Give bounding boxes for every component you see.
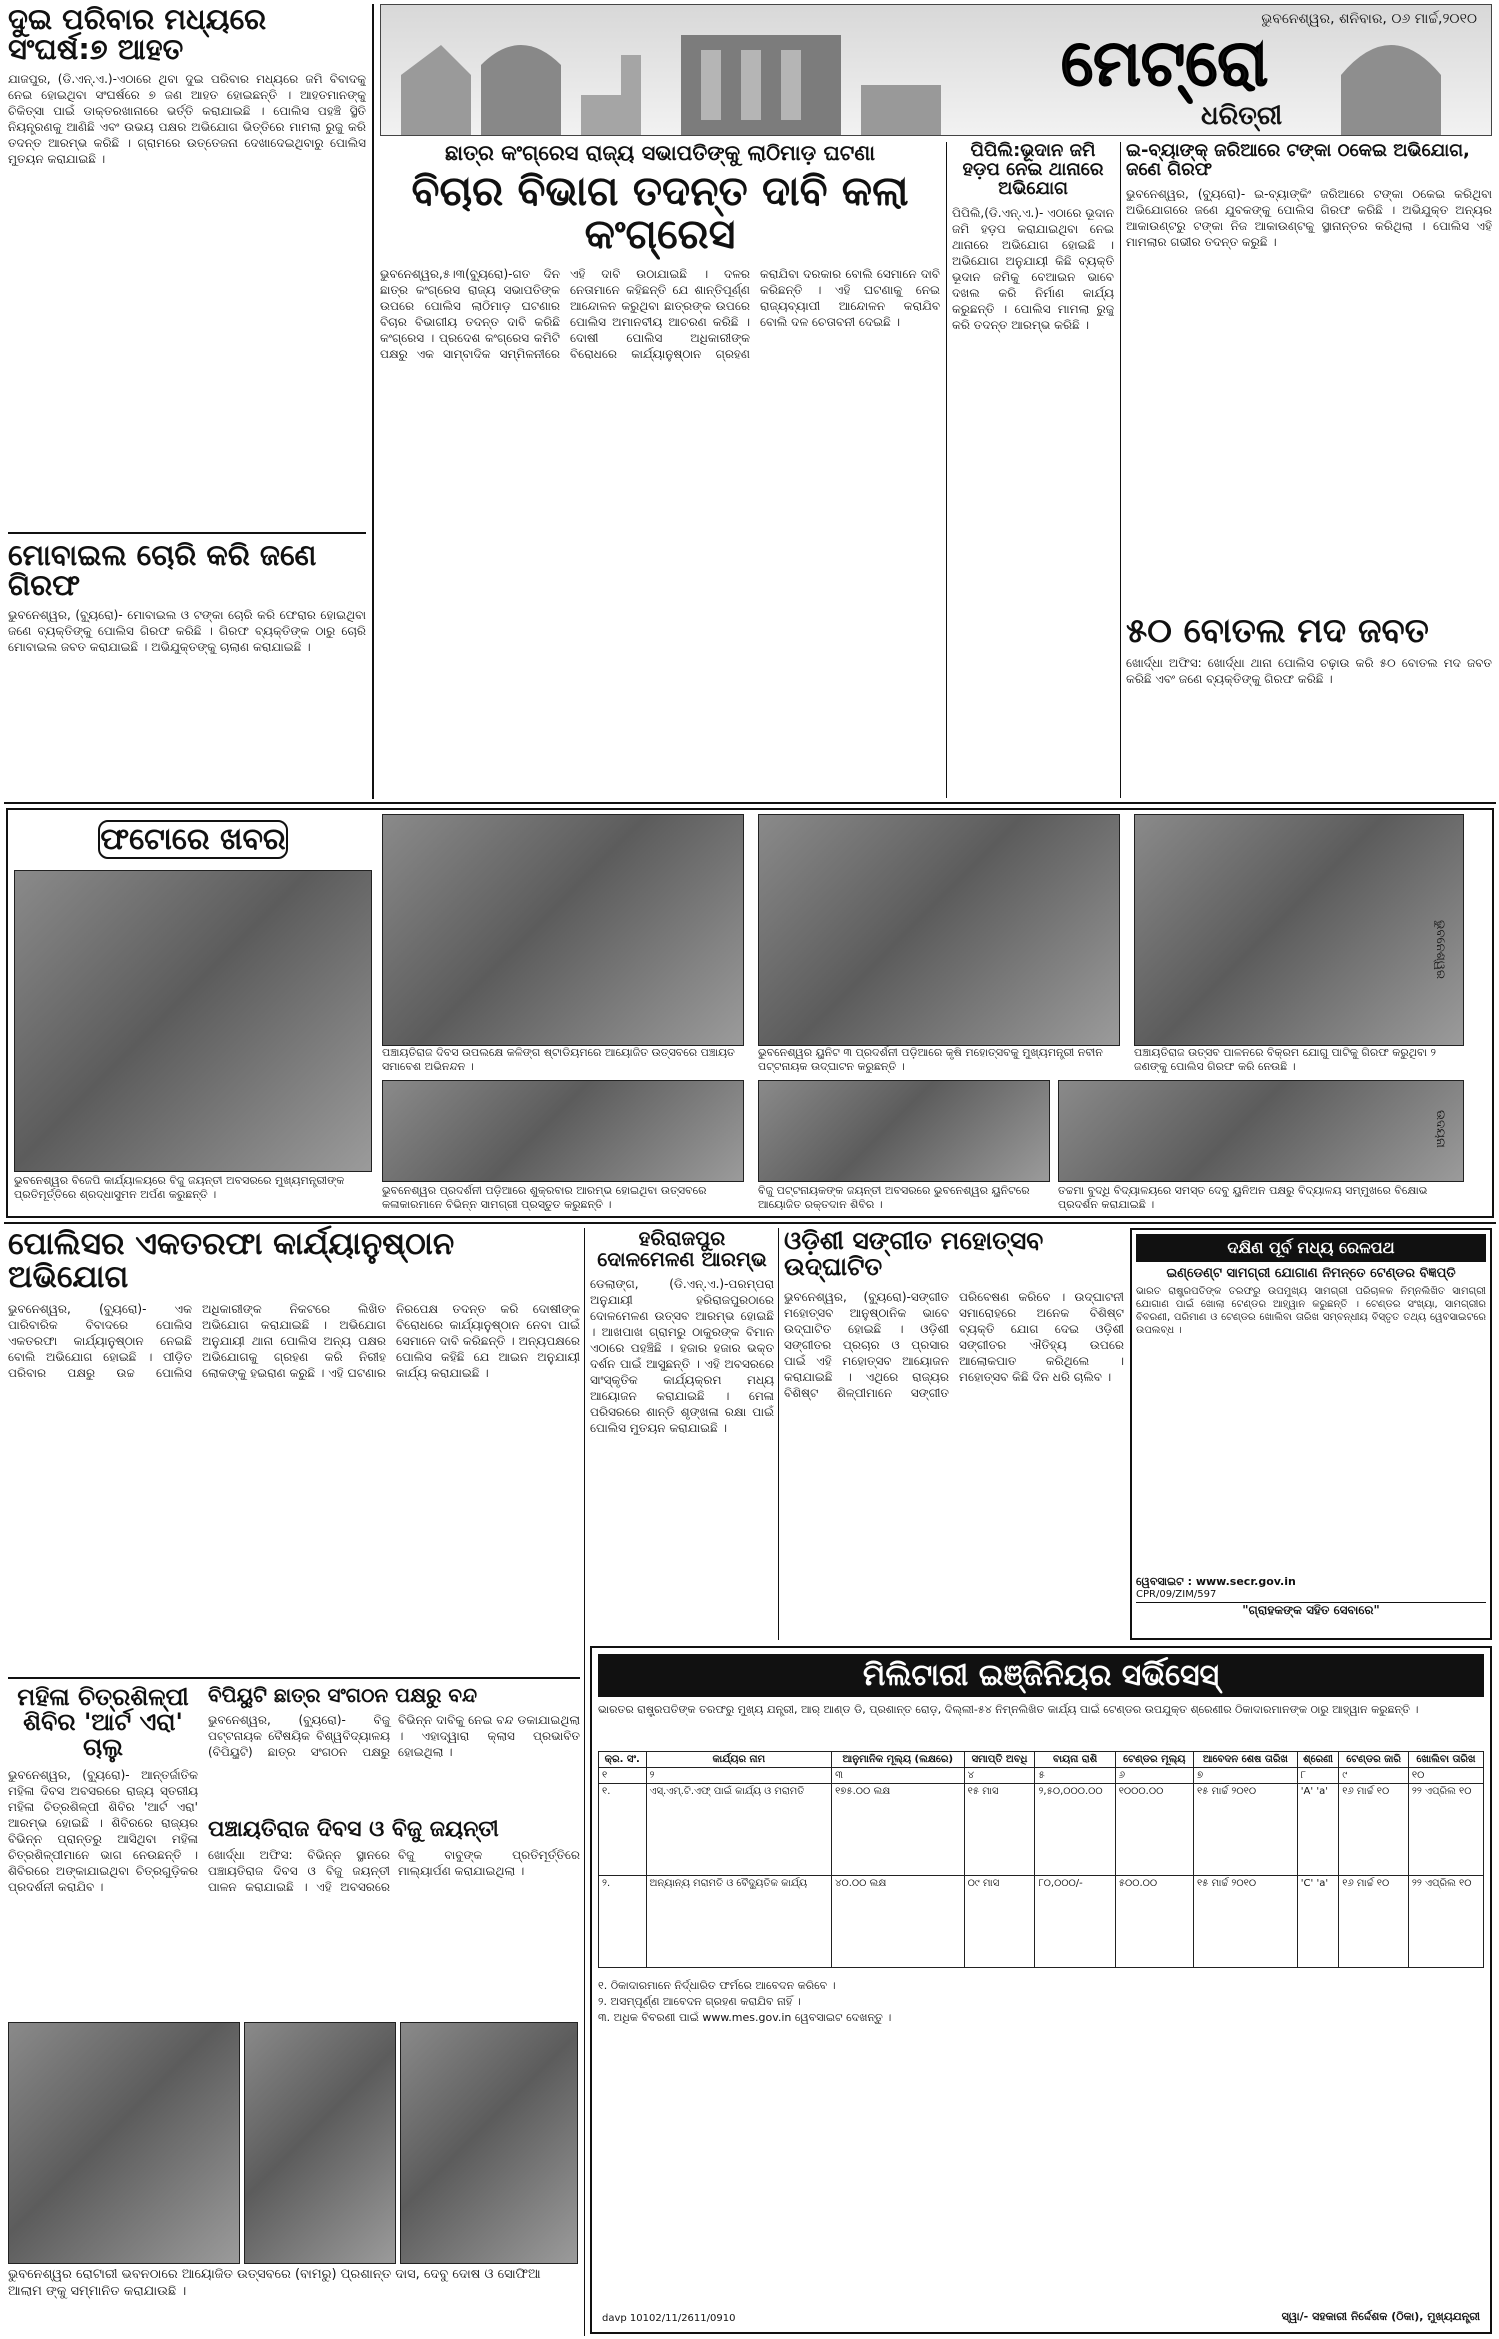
table-header: ସମାପ୍ତି ଅବଧି — [964, 1752, 1035, 1768]
story-body: ଭୁବନେଶ୍ୱର, (ବ୍ୟୁରୋ)- ଆନ୍ତର୍ଜାତିକ ମହିଳା ଦିବସ ଅବସରରେ ରାଜ୍ୟ ସ୍ତରୀୟ ମହିଳା ଚିତ୍ରଶିଳ୍ପୀ ଶିବିର 'ଆର୍ଟ ଏରା' ଆରମ୍ଭ ହୋଇଛି । ଶିବିରରେ ରାଜ୍ୟର ବିଭିନ୍ନ ପ୍ରାନ୍ତରୁ ଆସିଥିବା ମହିଳା ଚିତ୍ରଶିଳ୍ପୀମାନେ ଭାଗ ନେଉଛନ୍ତି । ଶିବିରରେ ଅଙ୍କାଯାଇଥିବା ଚିତ୍ରଗୁଡ଼ିକର ପ୍ରଦର୍ଶନୀ କରାଯିବ । — [8, 1767, 198, 1894]
story-headline: ୫୦ ବୋତଲ ମଦ ଜବତ — [1126, 610, 1429, 651]
story-body: ଡେଲାଙ୍ଗ, (ଡି.ଏନ୍.ଏ.)-ପରମ୍ପରା ଅନୁଯାୟୀ ହରିରାଜପୁରଠାରେ ଦୋଳମେଳଣ ଉତ୍ସବ ଆରମ୍ଭ ହୋଇଛି । ଆଖପାଖ ଗ୍ରାମରୁ ଠାକୁରଙ୍କ ବିମାନ ଏଠାରେ ପହଞ୍ଚିଛି । ହଜାର ହଜାର ଭକ୍ତ ଦର୍ଶନ ପାଇଁ ଆସୁଛନ୍ତି । ଏହି ଅବସରରେ ସାଂସ୍କୃତିକ କାର୍ଯ୍ୟକ୍ରମ ମଧ୍ୟ ଆୟୋଜନ କରାଯାଇଛି । ମେଳା ପରିସରରେ ଶାନ୍ତି ଶୃଙ୍ଖଳା ରକ୍ଷା ପାଇଁ ପୋଲିସ ମୁତୟନ କରାଯାଇଛି । — [590, 1277, 774, 1435]
congress-story — [380, 142, 940, 798]
photo — [758, 814, 1120, 1046]
story-body: ଯାଜପୁର, (ଡି.ଏନ୍.ଏ.)-ଏଠାରେ ଥିବା ଦୁଇ ପରିବାର ମଧ୍ୟରେ ଜମି ବିବାଦକୁ ନେଇ ହୋଇଥିବା ସଂଘର୍ଷରେ ୭ ଜଣ ଆହତ ହୋଇଛନ୍ତି । ଆହତମାନଙ୍କୁ ଚିକିତ୍ସା ପାଇଁ ଡାକ୍ତରଖାନାରେ ଭର୍ତ୍ତି କରାଯାଇଛି । ପୋଲିସ ପହଞ୍ଚି ସ୍ଥିତି ନିୟନ୍ତ୍ରଣକୁ ଆଣିଛି ଏବଂ ଉଭୟ ପକ୍ଷର ଅଭିଯୋଗ ଭିତ୍ତିରେ ମାମଲା ରୁଜୁ କରି ତଦନ୍ତ ଆରମ୍ଭ କରିଛି । ଗ୍ରାମରେ ଉତ୍ତେଜନା ଦେଖାଦେଇଥିବାରୁ ପୋଲିସ ମୁତୟନ କରାଯାଇଛି । — [8, 71, 366, 166]
photo-section-title: ଫଟୋରେ ଖବର — [98, 820, 288, 859]
bottom-left-column — [8, 1228, 580, 2018]
ad-title: ଦକ୍ଷିଣ ପୂର୍ବ ମଧ୍ୟ ରେଳପଥ — [1136, 1234, 1486, 1262]
table-cell: ୨,୫୦,୦୦୦.୦୦ — [1035, 1784, 1115, 1876]
table-cell: ୧ — [599, 1768, 647, 1784]
story-body: ଭୁବନେଶ୍ୱର, (ବ୍ୟୁରୋ)- ବିଜୁ ପଟ୍ଟନାୟକ ବୈଷୟିକ ବିଶ୍ୱବିଦ୍ୟାଳୟ (ବିପିୟୁଟି) ଛାତ୍ର ସଂଗଠନ ପକ୍ଷରୁ ବିଭିନ୍ନ ଦାବିକୁ ନେଇ ବନ୍ଦ ଡକାଯାଇଥିଲା । ଏହାଦ୍ୱାରା କ୍ଲାସ ପ୍ରଭାବିତ ହୋଇଥିଲା । — [208, 1713, 580, 1760]
story-headline: ବିପିୟୁଟି ଛାତ୍ର ସଂଗଠନ ପକ୍ଷରୁ ବନ୍ଦ — [208, 1683, 478, 1708]
top-left-column — [8, 4, 366, 799]
ebank-story — [1126, 142, 1492, 798]
photo-caption: ଭୁବନେଶ୍ୱର ବିଜେପି କାର୍ଯ୍ୟାଳୟରେ ବିଜୁ ଜୟନ୍ତୀ ଅବସରରେ ମୁଖ୍ୟମନ୍ତ୍ରୀଙ୍କ ପ୍ରତିମୂର୍ତ୍ତିରେ ଶ୍ରଦ୍ଧାସୁମନ ଅର୍ପଣ କରୁଛନ୍ତି । — [14, 1174, 345, 1201]
table-cell: ୧୭୫.୦୦ ଲକ୍ଷ — [832, 1784, 965, 1876]
table-cell: ୫ — [1035, 1768, 1115, 1784]
table-header: ଟେଣ୍ଡର ମୂଲ୍ୟ — [1115, 1752, 1193, 1768]
story-kicker: ଛାତ୍ର କଂଗ୍ରେସ ରାଜ୍ୟ ସଭାପତିଙ୍କୁ ଲାଠିମାଡ଼ ଘଟଣା — [444, 141, 876, 165]
table-cell: ୨୨ ଏପ୍ରିଲ ୧୦ — [1408, 1876, 1483, 1968]
table-cell: ୧୫ ମାସ — [964, 1784, 1035, 1876]
table-cell: ୯ — [1339, 1768, 1409, 1784]
mes-tender-ad — [590, 1646, 1492, 2334]
mes-note: ୧. ଠିକାଦାରମାନେ ନିର୍ଦ୍ଧାରିତ ଫର୍ମରେ ଆବେଦନ କରିବେ । — [598, 1979, 836, 1992]
table-cell: ୧୦୦୦.୦୦ — [1115, 1784, 1193, 1876]
story-headline: ଦୁଇ ପରିବାର ମଧ୍ୟରେ ସଂଘର୍ଷ:୭ ଆହତ — [8, 2, 267, 67]
story-headline: ପଞ୍ଚାୟତିରାଜ ଦିବସ ଓ ବିଜୁ ଜୟନ୍ତୀ — [208, 1817, 499, 1843]
table-header: କ୍ର. ସଂ. — [599, 1752, 647, 1768]
table-cell: ଅନ୍ୟାନ୍ୟ ମରାମତି ଓ ବୈଦ୍ୟୁତିକ କାର୍ଯ୍ୟ — [646, 1876, 832, 1968]
table-cell: ୮୦,୦୦୦/- — [1035, 1876, 1115, 1968]
story-body: ଭୁବନେଶ୍ୱର,୫।୩(ବ୍ୟୁରୋ)-ଗତ ଦିନ ଛାତ୍ର କଂଗ୍ରେସ ରାଜ୍ୟ ସଭାପତିଙ୍କ ଉପରେ ପୋଲିସ ଲାଠିମାଡ଼ ଘଟଣାର ବିଚାର ବିଭାଗୀୟ ତଦନ୍ତ ଦାବି କରିଛି କଂଗ୍ରେସ । ପ୍ରଦେଶ କଂଗ୍ରେସ କମିଟି ପକ୍ଷରୁ ଏକ ସାମ୍ବାଦିକ ସମ୍ମିଳନୀରେ ଏହି ଦାବି ଉଠାଯାଇଛି । ଦଳର ନେତାମାନେ କହିଛନ୍ତି ଯେ ଶାନ୍ତିପୂର୍ଣ୍ଣ ଆନ୍ଦୋଳନ କରୁଥିବା ଛାତ୍ରଙ୍କ ଉପରେ ପୋଲିସ ଅମାନବୀୟ ଆଚରଣ କରିଛି । ଦୋଷୀ ପୋଲିସ ଅଧିକାରୀଙ୍କ ବିରୋଧରେ କାର୍ଯ୍ୟାନୁଷ୍ଠାନ ଗ୍ରହଣ କରାଯିବା ଦରକାର ବୋଲି ସେମାନେ ଦାବି କରିଛନ୍ତି । ଏହି ଘଟଣାକୁ ନେଇ ରାଜ୍ୟବ୍ୟାପୀ ଆନ୍ଦୋଳନ କରାଯିବ ବୋଲି ଦଳ ଚେତାବନୀ ଦେଇଛି । — [380, 267, 940, 362]
photo — [382, 1080, 744, 1182]
ad-tagline: "ଗ୍ରାହକଙ୍କ ସହିତ ସେବାରେ" — [1136, 1602, 1486, 1618]
photo — [14, 870, 372, 1172]
story-headline: ମୋବାଇଲ ଚୋରି କରି ଜଣେ ଗିରଫ — [8, 537, 317, 603]
odissi-story — [784, 1228, 1124, 1640]
story-body: ଭୁବନେଶ୍ୱର, (ବ୍ୟୁରୋ)-ସଙ୍ଗୀତ ମହୋତ୍ସବ ଆନୁଷ୍ଠାନିକ ଭାବେ ଉଦ୍‌ଘାଟିତ ହୋଇଛି । ଓଡ଼ିଶୀ ସଙ୍ଗୀତର ପ୍ରଚାର ଓ ପ୍ରସାର ପାଇଁ ଏହି ମହୋତ୍ସବ ଆୟୋଜନ କରାଯାଇଛି । ଏଥିରେ ରାଜ୍ୟର ବିଶିଷ୍ଟ ଶିଳ୍ପୀମାନେ ସଙ୍ଗୀତ ପରିବେଷଣ କରିବେ । ଉଦ୍‌ଘାଟନୀ ସମାରୋହରେ ଅନେକ ବିଶିଷ୍ଟ ବ୍ୟକ୍ତି ଯୋଗ ଦେଇ ଓଡ଼ିଶୀ ସଙ୍ଗୀତର ଐତିହ୍ୟ ଉପରେ ଆଲୋକପାତ କରିଥିଲେ । ମହୋତ୍ସବ କିଛି ଦିନ ଧରି ଚାଲିବ । — [784, 1289, 1124, 1400]
story-headline: ପିପିଲି:ଭୂଦାନ ଜମି ହଡ଼ପ ନେଇ ଥାନାରେ ଅଭିଯୋଗ — [962, 140, 1104, 199]
photo-caption: ତଚ୍ଚମା ବୁଦ୍ଧି ବିଦ୍ୟାଳୟରେ ସମସ୍ତ ଦେବୁ ୟୁନିଅନ ପକ୍ଷରୁ ବିଦ୍ୟାଳୟ ସମ୍ମୁଖରେ ବିକ୍ଷୋଭ ପ୍ରଦର୍ଶନ କରାଯାଇଛି । — [1058, 1184, 1428, 1211]
davp-code: davp 10102/11/2611/0910 — [602, 2313, 736, 2324]
photo-caption: ଭୁବନେଶ୍ୱର ରୋଟାରୀ ଭବନଠାରେ ଆୟୋଜିତ ଉତ୍ସବରେ (ବାମରୁ) ପ୍ରଶାନ୍ତ ଦାସ, ଦେବୁ ଦୋଷ ଓ ସୋଫିଆ ଆଲାମ ଙ୍କୁ ସମ୍ମାନିତ କରାଯାଉଛି । — [8, 2267, 541, 2299]
story-headline: ଓଡ଼ିଶୀ ସଙ୍ଗୀତ ମହୋତ୍ସବ ଉଦ୍‌ଘାଟିତ — [784, 1226, 1044, 1282]
table-header: ଆବେଦନ ଶେଷ ତାରିଖ — [1193, 1752, 1297, 1768]
table-row — [599, 1876, 1484, 1968]
table-cell: ୦୯ ମାସ — [964, 1876, 1035, 1968]
story-headline: ମହିଳା ଚିତ୍ରଶିଳ୍ପୀ ଶିବିର 'ଆର୍ଟ ଏରା' ଚାଲୁ — [17, 1683, 189, 1762]
table-cell: ୧୬ ମାର୍ଚ୍ଚ ୧୦ — [1339, 1784, 1409, 1876]
photo — [758, 1080, 1050, 1182]
story-body: ଖୋର୍ଦ୍ଧା ଅଫିସ: ଖୋର୍ଦ୍ଧା ଥାନା ପୋଲିସ ଚଢ଼ାଉ କରି ୫୦ ବୋତଲ ମଦ ଜବତ କରିଛି ଏବଂ ଜଣେ ବ୍ୟକ୍ତିଙ୍କୁ ଗିରଫ କରିଛି । — [1126, 656, 1492, 687]
story-headline: ପୋଲିସର ଏକତରଫା କାର୍ଯ୍ୟାନୁଷ୍ଠାନ ଅଭିଯୋଗ — [8, 1226, 455, 1295]
photo-caption: ଭୁବନେଶ୍ୱର ୟୁନିଟ ୩ ପ୍ରଦର୍ଶନୀ ପଡ଼ିଆରେ କୃଷି ମହୋତ୍ସବକୁ ମୁଖ୍ୟମନ୍ତ୍ରୀ ନବୀନ ପଟ୍ଟନାୟକ ଉଦ୍‌ଘାଟନ କରୁଛନ୍ତି । — [758, 1046, 1103, 1073]
photo-caption: ଭୁବନେଶ୍ୱର ପ୍ରଦର୍ଶନୀ ପଡ଼ିଆରେ ଶୁକ୍ରବାର ଆରମ୍ଭ ହୋଇଥିବା ଉତ୍ସବରେ କଳାକାରମାନେ ବିଭିନ୍ନ ସାମଗ୍ରୀ ପ୍ରସ୍ତୁତ କରୁଛନ୍ତି । — [382, 1184, 707, 1211]
table-header: ଆନୁମାନିକ ମୂଲ୍ୟ (ଲକ୍ଷରେ) — [832, 1752, 965, 1768]
table-row — [599, 1784, 1484, 1876]
table-cell: ଏସ୍.ଏମ୍.ଟି.ଏଫ୍ ପାଇଁ କାର୍ଯ୍ୟ ଓ ମରାମତି — [646, 1784, 832, 1876]
photo — [382, 814, 744, 1046]
ad-ref: CPR/09/ZIM/597 — [1136, 1589, 1217, 1600]
harirajpur-story — [590, 1228, 774, 1640]
table-header: ବାୟନା ରାଶି — [1035, 1752, 1115, 1768]
table-cell: ୧. — [599, 1784, 647, 1876]
photo-news-section — [6, 808, 1494, 1218]
table-cell: ୧୫ ମାର୍ଚ୍ଚ ୨୦୧୦ — [1193, 1784, 1297, 1876]
masthead-title: ମେଟ୍ରୋ — [1061, 27, 1269, 101]
story-headline: ଇ-ବ୍ୟାଙ୍କ୍ ଜରିଆରେ ଟଙ୍କା ଠକେଇ ଅଭିଯୋଗ, ଜଣେ ଗିରଫ — [1126, 140, 1470, 180]
table-cell: ୪ — [964, 1768, 1035, 1784]
mes-signature: ସ୍ୱା/- ସହକାରୀ ନିର୍ଦ୍ଦେଶକ (ଠିକା), ମୁଖ୍ୟଯନ୍ତ୍ରୀ — [1281, 2310, 1480, 2323]
photo-caption: ପଞ୍ଚାୟତିରାଜ ଦିବସ ଉପଲକ୍ଷେ କଳିଙ୍ଗ ଷ୍ଟାଡିୟମରେ ଆୟୋଜିତ ଉତ୍ସବରେ ପଞ୍ଚାୟତ ସମାବେଶ ଅଭିନନ୍ଦନ । — [382, 1046, 735, 1073]
table-cell: ୨ — [646, 1768, 832, 1784]
ad-subtitle: ଇଣ୍ଡେଣ୍ଟ ସାମଗ୍ରୀ ଯୋଗାଣ ନିମନ୍ତେ ଟେଣ୍ଡର ବିଜ୍ଞପ୍ତି — [1166, 1266, 1456, 1281]
story-body: ଭୁବନେଶ୍ୱର, (ବ୍ୟୁରୋ)- ଏକ ପାରିବାରିକ ବିବାଦରେ ପୋଲିସ ଏକତରଫା କାର୍ଯ୍ୟାନୁଷ୍ଠାନ ନେଇଛି ବୋଲି ଅଭିଯୋଗ ହୋଇଛି । ପୀଡ଼ିତ ପରିବାର ପକ୍ଷରୁ ଉଚ୍ଚ ପୋଲିସ ଅଧିକାରୀଙ୍କ ନିକଟରେ ଲିଖିତ ଅଭିଯୋଗ କରାଯାଇଛି । ଅଭିଯୋଗ ଅନୁଯାୟୀ ଥାନା ପୋଲିସ ଅନ୍ୟ ପକ୍ଷର ଅଭିଯୋଗକୁ ଗ୍ରହଣ କରି ନିରୀହ ଲୋକଙ୍କୁ ହଇରାଣ କରୁଛି । ଏହି ଘଟଣାର ନିରପେକ୍ଷ ତଦନ୍ତ କରି ଦୋଷୀଙ୍କ ବିରୋଧରେ କାର୍ଯ୍ୟାନୁଷ୍ଠାନ ନେବା ପାଇଁ ସେମାନେ ଦାବି କରିଛନ୍ତି । ଅନ୍ୟପକ୍ଷରେ ପୋଲିସ କହିଛି ଯେ ଆଇନ ଅନୁଯାୟୀ କାର୍ଯ୍ୟ କରାଯାଇଛି । — [8, 1302, 580, 1381]
dateline: ଭୁବନେଶ୍ୱର, ଶନିବାର, ୦୬ ମାର୍ଚ୍ଚ,୨୦୧୦ — [1261, 11, 1477, 27]
table-cell: 'A' 'a' — [1297, 1784, 1338, 1876]
mes-table — [598, 1751, 1484, 1968]
table-header: ଖୋଲିବା ତାରିଖ — [1408, 1752, 1483, 1768]
table-header: ଶ୍ରେଣୀ — [1297, 1752, 1338, 1768]
table-cell: ୮ — [1297, 1768, 1338, 1784]
story-body: ଭୁବନେଶ୍ୱର, (ବ୍ୟୁରୋ)- ଇ-ବ୍ୟାଙ୍କିଂ ଜରିଆରେ ଟଙ୍କା ଠକେଇ କରିଥିବା ଅଭିଯୋଗରେ ଜଣେ ଯୁବକଙ୍କୁ ପୋଲିସ ଗିରଫ କରିଛି । ଅଭିଯୁକ୍ତ ଅନ୍ୟର ଆକାଉଣ୍ଟରୁ ଟଙ୍କା ନିଜ ଆକାଉଣ୍ଟକୁ ସ୍ଥାନାନ୍ତର କରିଥିଲା । ପୋଲିସ ଏହି ମାମଲାର ଗଭୀର ତଦନ୍ତ କରୁଛି । — [1126, 186, 1492, 249]
ad-website: ୱେବସାଇଟ : www.secr.gov.in — [1136, 1575, 1296, 1588]
story-body: ଖୋର୍ଦ୍ଧା ଅଫିସ: ବିଭିନ୍ନ ସ୍ଥାନରେ ପଞ୍ଚାୟତିରାଜ ଦିବସ ଓ ବିଜୁ ଜୟନ୍ତୀ ପାଳନ କରାଯାଇଛି । ଏହି ଅବସରରେ ବିଜୁ ବାବୁଙ୍କ ପ୍ରତିମୂର୍ତ୍ତିରେ ମାଲ୍ୟାର୍ପଣ କରାଯାଇଥିଲା । — [208, 1848, 580, 1895]
table-cell: 'C' 'a' — [1297, 1876, 1338, 1968]
side-label: ଉଦୟନା — [1434, 1110, 1448, 1148]
story-headline: ବିଚାର ବିଭାଗ ତଦନ୍ତ ଦାବି କଲା କଂଗ୍ରେସ — [411, 167, 909, 259]
side-label: ଭୁବନେଶ୍ୱର — [1434, 920, 1448, 979]
table-cell: ୩ — [832, 1768, 965, 1784]
table-cell: ୭ — [1193, 1768, 1297, 1784]
table-cell: ୧୬ ମାର୍ଚ୍ଚ ୧୦ — [1339, 1876, 1409, 1968]
masthead-subtitle: ଧରିତ୍ରୀ — [1201, 101, 1283, 131]
table-cell: ୫୦୦.୦୦ — [1115, 1876, 1193, 1968]
table-cell: ୪୦.୦୦ ଲକ୍ଷ — [832, 1876, 965, 1968]
table-header: କାର୍ଯ୍ୟର ନାମ — [646, 1752, 832, 1768]
story-body: ଭୁବନେଶ୍ୱର, (ବ୍ୟୁରୋ)- ମୋବାଇଲ ଓ ଟଙ୍କା ଚୋରି କରି ଫେରାର ହୋଇଥିବା ଜଣେ ବ୍ୟକ୍ତିଙ୍କୁ ପୋଲିସ ଗିରଫ କରିଛି । ଗିରଫ ବ୍ୟକ୍ତିଙ୍କ ଠାରୁ ଚୋରି ମୋବାଇଲ ଜବତ କରାଯାଇଛି । ଅଭିଯୁକ୍ତଙ୍କୁ ଚାଲାଣ କରାଯାଇଛି । — [8, 607, 366, 654]
mes-note: ୨. ଅସମ୍ପୂର୍ଣ୍ଣ ଆବେଦନ ଗ୍ରହଣ କରାଯିବ ନାହିଁ । — [598, 1995, 801, 2008]
photo — [1134, 814, 1464, 1046]
photo-caption: ବିଜୁ ପଟ୍ଟନାୟକଙ୍କ ଜୟନ୍ତୀ ଅବସରରେ ଭୁବନେଶ୍ୱର ୟୁନିଟରେ ଆୟୋଜିତ ରକ୍ତଦାନ ଶିବିର । — [758, 1184, 1030, 1211]
table-cell: ୨୨ ଏପ୍ରିଲ ୧୦ — [1408, 1784, 1483, 1876]
pipili-story — [952, 142, 1114, 798]
ad-body: ଭାରତ ରାଷ୍ଟ୍ରପତିଙ୍କ ତରଫରୁ ଉପମୁଖ୍ୟ ସାମଗ୍ରୀ ପରିଚାଳକ ନିମ୍ନଲିଖିତ ସାମଗ୍ରୀ ଯୋଗାଣ ପାଇଁ ଖୋଲା ଟେଣ୍ଡର ଆହ୍ୱାନ କରୁଛନ୍ତି । ଟେଣ୍ଡର ସଂଖ୍ୟା, ସାମଗ୍ରୀର ବିବରଣୀ, ପରିମାଣ ଓ ଟେଣ୍ଡର ଖୋଲିବା ତାରିଖ ସମ୍ବନ୍ଧୀୟ ବିସ୍ତୃତ ତଥ୍ୟ ୱେବସାଇଟରେ ଉପଲବ୍ଧ । — [1136, 1286, 1486, 1336]
photo — [400, 2022, 578, 2264]
photo — [8, 2022, 240, 2264]
mes-intro: ଭାରତର ରାଷ୍ଟ୍ରପତିଙ୍କ ତରଫରୁ ମୁଖ୍ୟ ଯନ୍ତ୍ରୀ, ଆର୍ ଆଣ୍ଡ ଡି, ପ୍ରଶାନ୍ତ ରୋଡ଼, ଦିଲ୍ଲୀ-୫୪ ନିମ୍ନଲିଖିତ କାର୍ଯ୍ୟ ପାଇଁ ଟେଣ୍ଡର ଉପଯୁକ୍ତ ଶ୍ରେଣୀର ଠିକାଦାରମାନଙ୍କ ଠାରୁ ଆହ୍ୱାନ କରୁଛନ୍ତି । — [598, 1703, 1419, 1716]
table-cell: ୬ — [1115, 1768, 1193, 1784]
table-cell: ୨. — [599, 1876, 647, 1968]
photo — [1058, 1080, 1464, 1182]
masthead — [380, 4, 1492, 136]
mes-title: ମିଲିଟାରୀ ଇଞ୍ଜିନିୟର ସର୍ଭିସେସ୍ — [598, 1654, 1484, 1697]
photo-caption: ପଞ୍ଚାୟତିରାଜ ଉତ୍ସବ ପାଳନରେ ବିକ୍ରମ ଯୋଗୁ ପାଟିକୁ ଗିରଫ କରୁଥିବା ୨ ଜଣଙ୍କୁ ପୋଲିସ ଗିରଫ କରି ନେଉଛି । — [1134, 1046, 1436, 1073]
railway-tender-ad — [1130, 1228, 1492, 1640]
table-cell: ୧୫ ମାର୍ଚ୍ଚ ୨୦୧୦ — [1193, 1876, 1297, 1968]
mes-note: ୩. ଅଧିକ ବିବରଣୀ ପାଇଁ www.mes.gov.in ୱେବସାଇଟ ଦେଖନ୍ତୁ । — [598, 2011, 892, 2024]
photo — [244, 2022, 396, 2264]
table-header: ଟେଣ୍ଡର ଜାରି — [1339, 1752, 1409, 1768]
story-body: ପିପିଲି,(ଡି.ଏନ୍.ଏ.)- ଏଠାରେ ଭୂଦାନ ଜମି ହଡ଼ପ କରାଯାଇଥିବା ନେଇ ଥାନାରେ ଅଭିଯୋଗ ହୋଇଛି । ଅଭିଯୋଗ ଅନୁଯାୟୀ କିଛି ବ୍ୟକ୍ତି ଭୂଦାନ ଜମିକୁ ବେଆଇନ ଭାବେ ଦଖଲ କରି ନିର୍ମାଣ କାର୍ଯ୍ୟ କରୁଛନ୍ତି । ପୋଲିସ ମାମଲା ରୁଜୁ କରି ତଦନ୍ତ ଆରମ୍ଭ କରିଛି । — [952, 205, 1114, 332]
table-cell: ୧୦ — [1408, 1768, 1483, 1784]
story-headline: ହରିରାଜପୁର ଦୋଳମେଳଣ ଆରମ୍ଭ — [597, 1226, 767, 1271]
